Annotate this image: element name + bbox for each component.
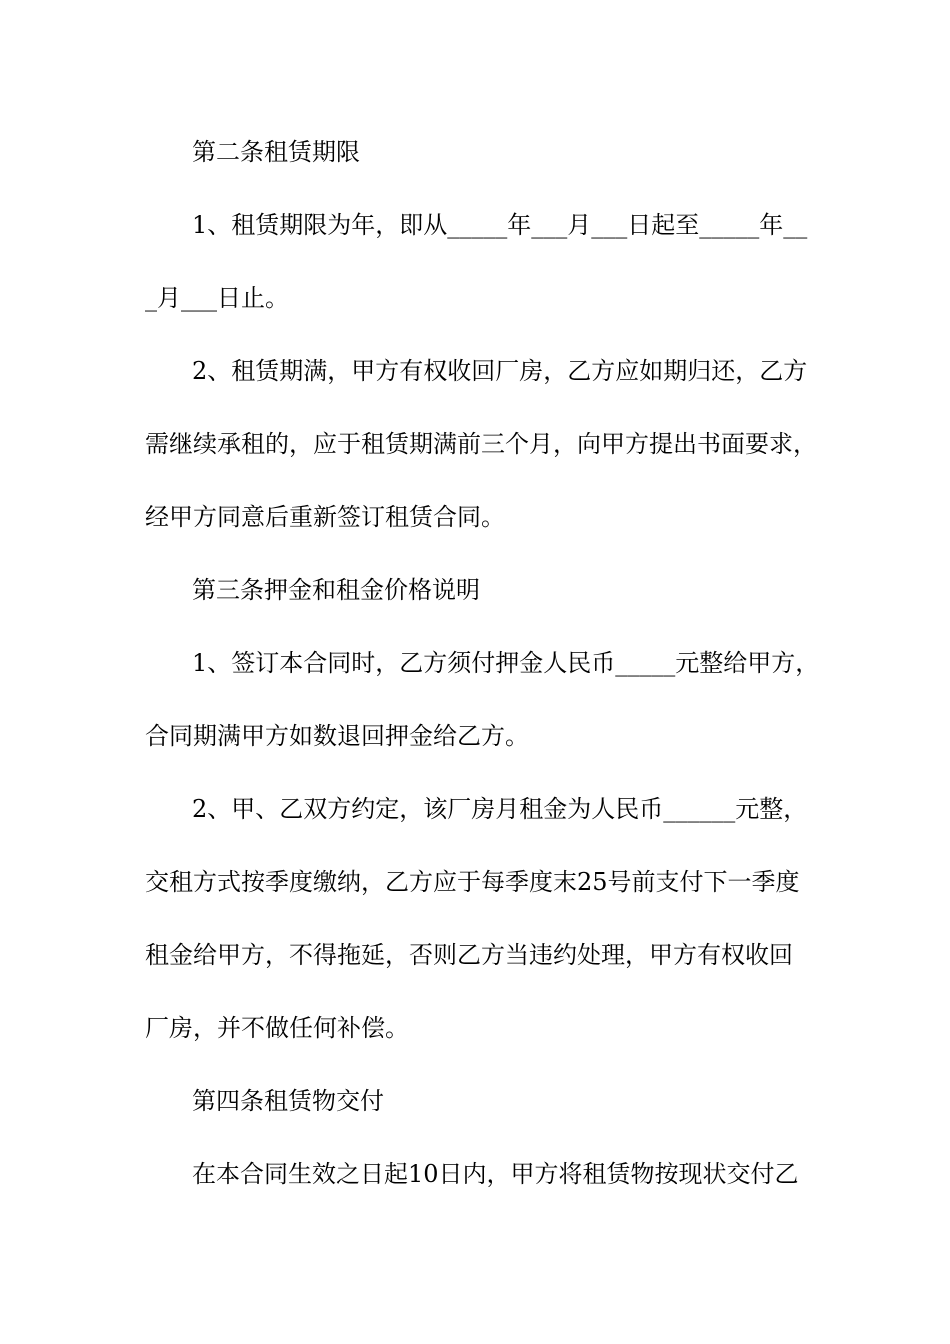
paragraph-line: 1、租赁期限为年，即从_____年___月___日起至_____年__ — [192, 211, 808, 239]
paragraph-line: 1、签订本合同时，乙方须付押金人民币_____元整给甲方， — [192, 649, 820, 677]
article-2-heading: 第二条租赁期限 — [192, 138, 360, 166]
paragraph-line: 2、租赁期满，甲方有权收回厂房，乙方应如期归还，乙方 — [192, 357, 808, 385]
paragraph-line: 合同期满甲方如数退回押金给乙方。 — [145, 722, 529, 750]
paragraph-line: 交租方式按季度缴纳，乙方应于每季度末25号前支付下一季度 — [145, 868, 800, 896]
article-3-heading: 第三条押金和租金价格说明 — [192, 576, 480, 604]
paragraph-line: 厂房，并不做任何补偿。 — [145, 1014, 409, 1042]
paragraph-line: 经甲方同意后重新签订租赁合同。 — [145, 503, 505, 531]
paragraph-line: 2、甲、乙双方约定，该厂房月租金为人民币______元整， — [192, 795, 808, 823]
article-4-heading: 第四条租赁物交付 — [192, 1087, 384, 1115]
paragraph-line: _月___日止。 — [145, 284, 289, 312]
paragraph-line: 租金给甲方，不得拖延，否则乙方当违约处理，甲方有权收回 — [145, 941, 793, 969]
paragraph-line: 需继续承租的，应于租赁期满前三个月，向甲方提出书面要求， — [145, 430, 817, 458]
paragraph-line: 在本合同生效之日起10日内，甲方将租赁物按现状交付乙 — [192, 1160, 799, 1188]
